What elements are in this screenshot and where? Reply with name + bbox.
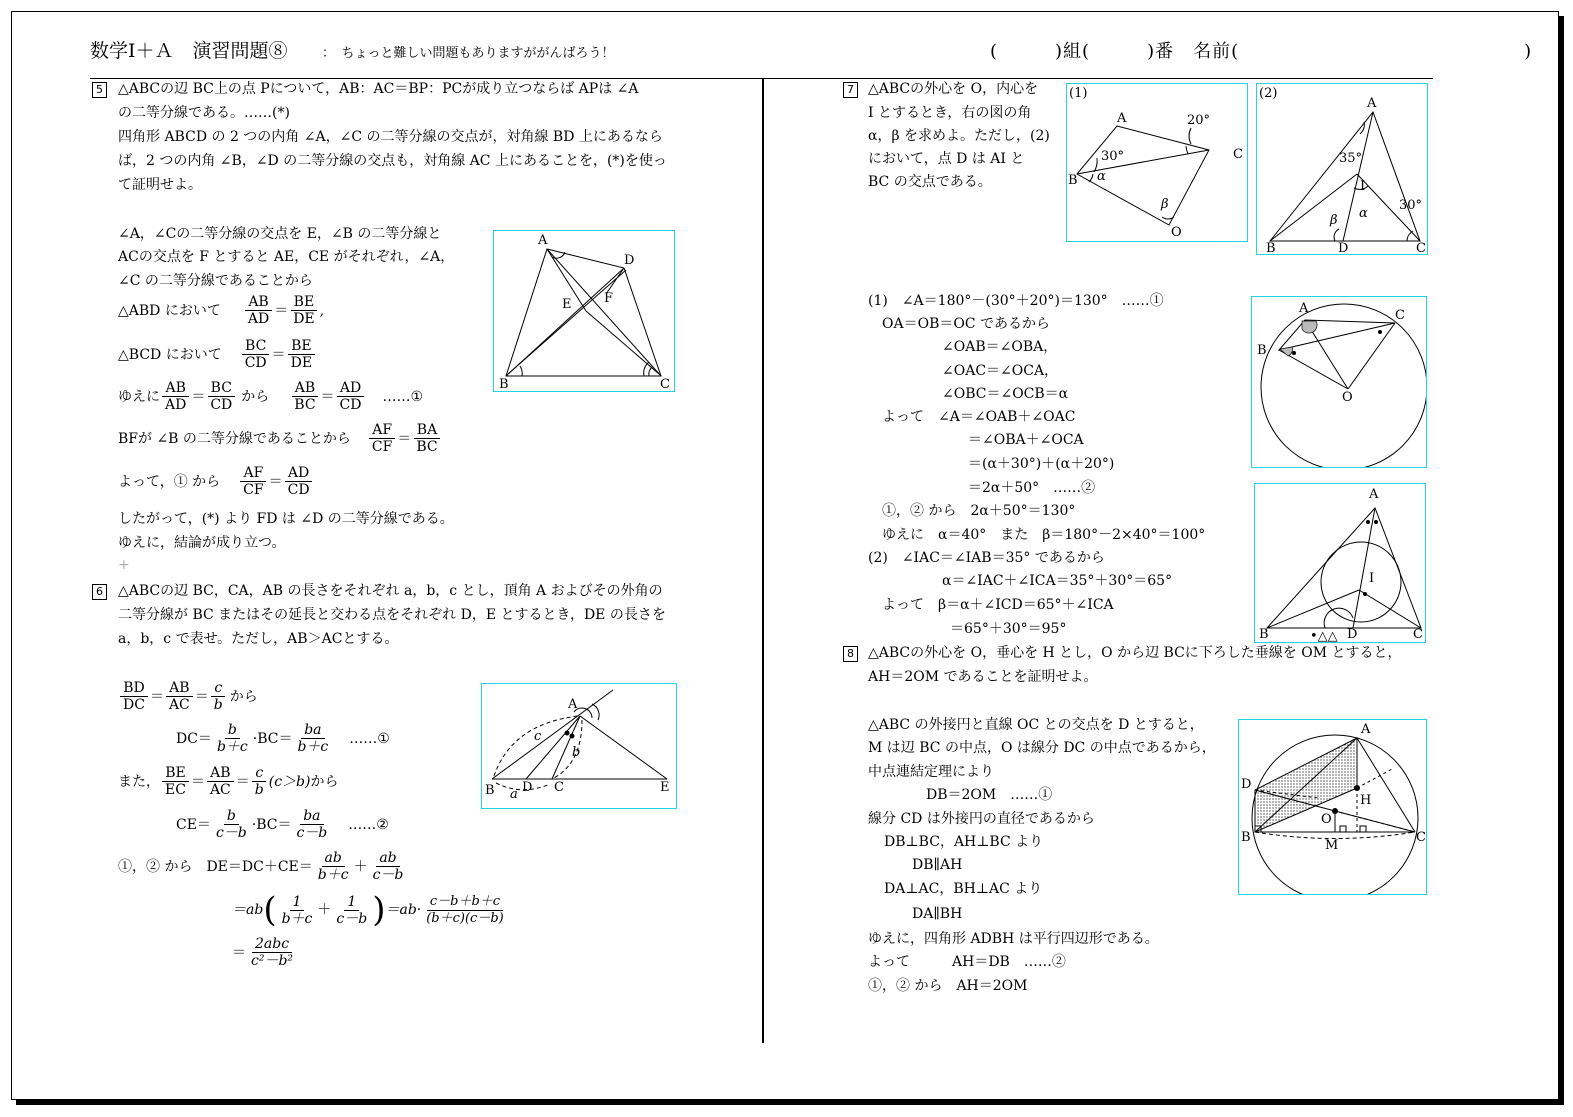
- figure-label: M: [1325, 838, 1339, 853]
- figure-label: I: [1369, 571, 1375, 586]
- incenter-triangle-diagram: [1257, 84, 1427, 254]
- plus-mark: +: [118, 557, 130, 573]
- triangle-bisector-diagram: [482, 684, 676, 808]
- figure-label: B: [1259, 627, 1269, 642]
- fraction: $\frac{\text{2abc}}{\text{c²－b²}}$: [251, 936, 294, 969]
- figure-label: E: [660, 780, 670, 795]
- fraction: $\frac{AD}{CD}$: [337, 380, 365, 413]
- eq-text: ＝: [232, 944, 246, 961]
- fraction: $\frac{ab}{b+c}$: [317, 850, 349, 883]
- fraction: $\frac{b}{b+c}$: [216, 722, 248, 755]
- circumcenter-quadrilateral-diagram: [1067, 84, 1247, 241]
- problem-8-solution-line: ゆえに，四角形 ADBH は平行四辺形である。: [868, 931, 1159, 947]
- fraction: $\frac{AB}{AD}$: [162, 380, 189, 413]
- fraction: $\frac{BD}{DC}$: [120, 680, 148, 713]
- problem-7-figure-2: [1256, 83, 1428, 255]
- problem-7-statement-line: △ABCの外心を O，内心を: [868, 81, 1039, 97]
- student-name-fields[interactable]: ( )組( )番 名前( ): [990, 41, 1533, 62]
- problem-8-solution-line: M は辺 BC の中点，O は線分 DC の中点であるから，: [868, 740, 1216, 756]
- figure-label: α: [1097, 169, 1106, 184]
- problem-8-solution-line: DA∥BH: [912, 906, 963, 922]
- problem-6-statement-line: 二等分線が BC またはその延長と交わる点をそれぞれ D，E とするとき，DE の長さを: [118, 607, 666, 623]
- figure-label: C: [1395, 308, 1405, 323]
- figure-label: C: [660, 377, 670, 391]
- problem-8-solution-line: 中点連結定理により: [868, 764, 994, 780]
- problem-8-solution-line: ①，② から AH＝2OM: [868, 978, 1028, 994]
- problem-7-solution-line: よって β＝α＋∠ICD＝65°＋∠ICA: [882, 597, 1114, 613]
- eq-text: ＝ab: [232, 902, 264, 918]
- equation-ref: ……①: [382, 388, 424, 405]
- figure-label: •△△: [1310, 629, 1338, 642]
- eq-text: ·BC＝: [251, 816, 292, 833]
- figure-label: β: [1161, 197, 1169, 212]
- figure-label: α: [1359, 206, 1368, 221]
- problem-8-solution-line: よって AH＝DB ……②: [868, 954, 1066, 970]
- problem-7-statement-line: α，β を求めよ。ただし，(2): [868, 128, 1050, 144]
- problem-7-statement-line: において，点 D は AI と: [868, 151, 1025, 167]
- eq-text: ＝ab·: [385, 902, 422, 918]
- figure-label: C: [1416, 830, 1426, 845]
- figure-label: b: [572, 745, 581, 760]
- problem-6-eq5: [118, 850, 408, 883]
- fraction: $\frac{AB}{AC}$: [207, 765, 234, 798]
- problem-5-statement-line: 四角形 ABCD の 2 つの内角 ∠A，∠C の二等分線の交点が，対角線 BD 上にあるなら: [118, 129, 663, 145]
- fraction: $\frac{BA}{BC}$: [413, 422, 440, 455]
- figure-label: β: [1330, 213, 1338, 228]
- figure-label: B: [485, 783, 495, 798]
- problem-6-number: 6: [92, 584, 107, 600]
- problem-7-solution-line: ＝2α＋50° ……②: [968, 480, 1096, 496]
- figure-label: 30°: [1101, 149, 1125, 164]
- angle-mark-dot: [565, 731, 570, 736]
- fraction: $\frac{ab}{c-b}$: [372, 850, 404, 883]
- problem-6-statement-line: a，b，c で表せ。ただし，AB＞ACとする。: [118, 631, 399, 647]
- page-title: 数学Ⅰ＋Ａ 演習問題⑧: [90, 40, 288, 62]
- incircle-diagram: [1255, 484, 1425, 642]
- problem-7-solution-line: ＝65°＋30°＝95°: [950, 621, 1067, 637]
- circumcircle-diagram: [1252, 297, 1426, 467]
- problem-7-solution-line: ∠OAB＝∠OBA，: [942, 339, 1058, 355]
- problem-8-statement-line: AH＝2OM であることを証明せよ。: [868, 669, 1098, 685]
- problem-8-solution-line: △ABC の外接円と直線 OC との交点を D とすると，: [868, 717, 1204, 733]
- figure-label: D: [624, 253, 635, 268]
- bf-label: BFが ∠B の二等分線であることから: [118, 430, 351, 447]
- fraction: $\frac{c}{b}$: [252, 765, 267, 798]
- problem-7-figure-1: [1066, 83, 1248, 242]
- quadrilateral-diagram: [494, 231, 674, 391]
- fraction: $\frac{BE}{DE}$: [290, 294, 317, 327]
- figure-label: (2): [1259, 86, 1278, 101]
- problem-7-statement-line: I とするとき，右の図の角: [868, 105, 1032, 121]
- kara-label: から: [310, 773, 339, 790]
- abd-label: △ABD において: [118, 302, 221, 319]
- problem-7-solution-line: ①，② から 2α＋50°＝130°: [882, 503, 1076, 519]
- figure-label: D: [1241, 777, 1252, 792]
- problem-8-solution-line: 線分 CD は外接円の直径であるから: [868, 811, 1095, 827]
- problem-7-solution-line: よって ∠A＝∠OAB＋∠OAC: [882, 409, 1076, 425]
- problem-7-solution-line: ∠OBC＝∠OCB＝α: [942, 386, 1069, 402]
- fraction: $\frac{BC}{CD}$: [207, 380, 235, 413]
- fraction: $\frac{c}{b}$: [211, 680, 226, 713]
- eq-text: ·BC＝: [252, 730, 293, 747]
- figure-label: A: [1369, 487, 1379, 502]
- problem-7-solution-line: ∠OAC＝∠OCA，: [942, 363, 1059, 379]
- problem-5-solution-line: ∠C の二等分線であることから: [118, 273, 313, 289]
- problem-5-number: 5: [92, 82, 107, 98]
- problem-5-conclusion-line: したがって，(*) より FD は ∠D の二等分線である。: [118, 511, 454, 527]
- problem-5-statement-line: の二等分線である。……(*): [118, 105, 290, 121]
- problem-6-eq6: [232, 890, 509, 930]
- figure-label: E: [562, 297, 572, 312]
- fraction: $\frac{AF}{CF}$: [240, 465, 266, 498]
- problem-8-statement-line: △ABCの外心を O，垂心を H とし，O から辺 BCに下ろした垂線を OM とすると，: [868, 645, 1402, 661]
- paren-close: ): [372, 890, 386, 930]
- fraction: $\frac{AB}{BC}$: [291, 380, 318, 413]
- fraction: $\frac{AF}{CF}$: [369, 422, 395, 455]
- figure-label: A: [1117, 111, 1127, 126]
- problem-7-solution-line: (1) ∠A＝180°－(30°＋20°)＝130° ……①: [868, 293, 1164, 309]
- problem-5-abd-equation: △ABD において $\frac{AB}{AD}$ ＝ $\frac{BE}{DE}$ ,: [118, 294, 325, 327]
- problem-6-eq1: $\frac{BD}{DC}$ ＝ $\frac{AB}{AC}$ ＝ $\frac{c}{b}$ から: [118, 680, 258, 713]
- problem-6-eq7: [232, 936, 298, 969]
- eq-text: ＋: [353, 858, 368, 875]
- problem-5-conclusion-line: ゆえに，結論が成り立つ。: [118, 535, 286, 551]
- problem-8-solution-line: DB＝2OM ……①: [926, 787, 1053, 803]
- eq-text: CE＝: [176, 816, 211, 833]
- problem-7-solution-line: ＝(α＋30°)＋(α＋20°): [968, 456, 1115, 472]
- figure-label: D: [1347, 627, 1358, 642]
- figure-label: C: [1233, 147, 1243, 162]
- problem-8-figure: [1238, 719, 1427, 895]
- eq-text: DC＝: [176, 730, 212, 747]
- angle-mark-dot: [570, 734, 575, 739]
- fraction: $\frac{c-b+b+c}{(b+c)(c-b)}$: [426, 893, 504, 926]
- problem-7-solution-line: ＝∠OBA＋∠OCA: [968, 432, 1084, 448]
- fraction: $\frac{AD}{CD}$: [285, 465, 313, 498]
- problem-6-figure: [481, 683, 677, 809]
- problem-6-eq3: また， $\frac{BE}{EC}$ ＝ $\frac{AB}{AC}$ ＝ $\frac{c}{b}$ (c＞b) から: [118, 765, 339, 798]
- figure-label: C: [554, 780, 564, 795]
- problem-5-solution-line: ACの交点を F とすると AE，CE がそれぞれ，∠A，: [118, 249, 455, 265]
- figure-label: B: [1068, 173, 1078, 188]
- figure-label: a: [510, 787, 518, 802]
- figure-label: B: [1266, 241, 1276, 254]
- figure-label: O: [1171, 225, 1182, 240]
- problem-8-solution-line: DA⊥AC，BH⊥AC より: [884, 881, 1043, 897]
- figure-label: C: [1413, 627, 1423, 642]
- figure-label: B: [499, 377, 509, 391]
- yotte-label: よって，① から: [118, 473, 221, 490]
- problem-8-solution-line: DB∥AH: [912, 857, 963, 873]
- page-subtitle: ： ちょっと難しい問題もありますががんばろう！: [322, 46, 615, 61]
- condition: (c＞b): [268, 773, 311, 790]
- fraction: $\frac{ba}{b+c}$: [297, 722, 329, 755]
- figure-label: D: [1338, 241, 1349, 254]
- problem-5-statement-line: △ABCの辺 BC上の点 Pについて，AB：AC＝BP：PCが成り立つならば APは ∠A: [118, 81, 639, 97]
- figure-label: 35°: [1339, 151, 1363, 166]
- fraction: $\frac{BE}{EC}$: [162, 765, 189, 798]
- problem-7-number: 7: [843, 82, 858, 98]
- column-divider: [762, 78, 764, 1043]
- figure-label: A: [1361, 722, 1371, 737]
- problem-5-yueni-equation: ゆえに $\frac{AB}{AD}$ ＝ $\frac{BC}{CD}$ から $\frac{AB}{BC}$ ＝ $\frac{AD}{CD}$ ……①: [118, 380, 424, 413]
- equation-ref: ……②: [348, 816, 389, 833]
- figure-label: A: [568, 697, 578, 712]
- problem-7-solution-line: α＝∠IAC＋∠ICA＝35°＋30°＝65°: [942, 573, 1173, 589]
- orthocenter-parallelogram-diagram: [1239, 720, 1426, 894]
- eq-text: ①，② から DE＝DC＋CE＝: [118, 858, 313, 875]
- bcd-label: △BCD において: [118, 346, 222, 363]
- figure-label: c: [534, 729, 542, 744]
- eq-text: ＋: [317, 902, 332, 918]
- problem-6-eq2: [176, 722, 390, 755]
- fraction: $\frac{BE}{DE}$: [288, 338, 315, 371]
- fraction: $\frac{AB}{AC}$: [166, 680, 193, 713]
- eq-text: また，: [118, 773, 160, 790]
- figure-label: O: [1321, 812, 1332, 827]
- problem-7-solution-figure-2: [1254, 483, 1426, 643]
- yueni-label: ゆえに: [118, 388, 160, 405]
- figure-label: A: [538, 233, 548, 248]
- fraction: $\frac{1}{b+c}$: [281, 893, 313, 927]
- fraction: $\frac{ba}{c-b}$: [296, 808, 328, 841]
- problem-8-solution-line: DB⊥BC，AH⊥BC より: [884, 834, 1044, 850]
- paren-open: (: [263, 890, 277, 930]
- problem-7-solution-line: OA＝OB＝OC であるから: [882, 316, 1050, 332]
- figure-label: B: [1241, 830, 1251, 845]
- problem-5-yotte-equation: よって，① から $\frac{AF}{CF}$ ＝ $\frac{AD}{CD}$: [118, 465, 315, 498]
- fraction: $\frac{1}{c-b}$: [336, 893, 368, 927]
- figure-label: O: [1342, 390, 1353, 405]
- problem-5-statement-line: て証明せよ。: [118, 177, 202, 193]
- problem-8-number: 8: [843, 646, 858, 662]
- figure-label: 30°: [1399, 198, 1423, 213]
- equation-ref: ……①: [349, 730, 390, 747]
- figure-label: F: [604, 291, 614, 306]
- kara-label: から: [229, 688, 258, 705]
- figure-label: B: [1257, 343, 1267, 358]
- problem-5-bf-equation: BFが ∠B の二等分線であることから $\frac{AF}{CF}$ ＝ $\frac{BA}{BC}$: [118, 422, 443, 455]
- problem-6-statement-line: △ABCの辺 BC，CA，AB の長さをそれぞれ a，b，c とし，頂角 A およびその外角の: [118, 583, 663, 599]
- problem-5-figure: [493, 230, 675, 392]
- problem-5-bcd-equation: △BCD において $\frac{BC}{CD}$ ＝ $\frac{BE}{DE}$: [118, 338, 317, 371]
- figure-label: C: [1416, 241, 1426, 254]
- fraction: $\frac{AB}{AD}$: [245, 294, 272, 327]
- figure-label: A: [1367, 96, 1377, 111]
- fraction: $\frac{BC}{CD}$: [242, 338, 270, 371]
- problem-7-statement-line: BC の交点である。: [868, 174, 992, 190]
- problem-5-statement-line: ば，2 つの内角 ∠B，∠D の二等分線の交点も，対角線 AC 上にあることを，(*)を使っ: [118, 153, 667, 169]
- kara-label: から: [241, 388, 270, 405]
- problem-6-eq4: [176, 808, 389, 841]
- figure-label: 20°: [1187, 113, 1211, 128]
- figure-label: A: [1299, 301, 1309, 316]
- figure-label: D: [522, 780, 533, 795]
- problem-5-solution-line: ∠A，∠Cの二等分線の交点を E，∠B の二等分線と: [118, 226, 442, 242]
- problem-7-solution-line: ゆえに α＝40° また β＝180°－2×40°＝100°: [882, 527, 1206, 543]
- figure-label: I: [1360, 179, 1366, 194]
- figure-label: H: [1360, 793, 1372, 808]
- problem-7-solution-line: (2) ∠IAC＝∠IAB＝35° であるから: [868, 550, 1105, 566]
- problem-7-solution-figure-1: [1251, 296, 1427, 468]
- fraction: $\frac{b}{c-b}$: [215, 808, 247, 841]
- figure-label: (1): [1069, 86, 1088, 101]
